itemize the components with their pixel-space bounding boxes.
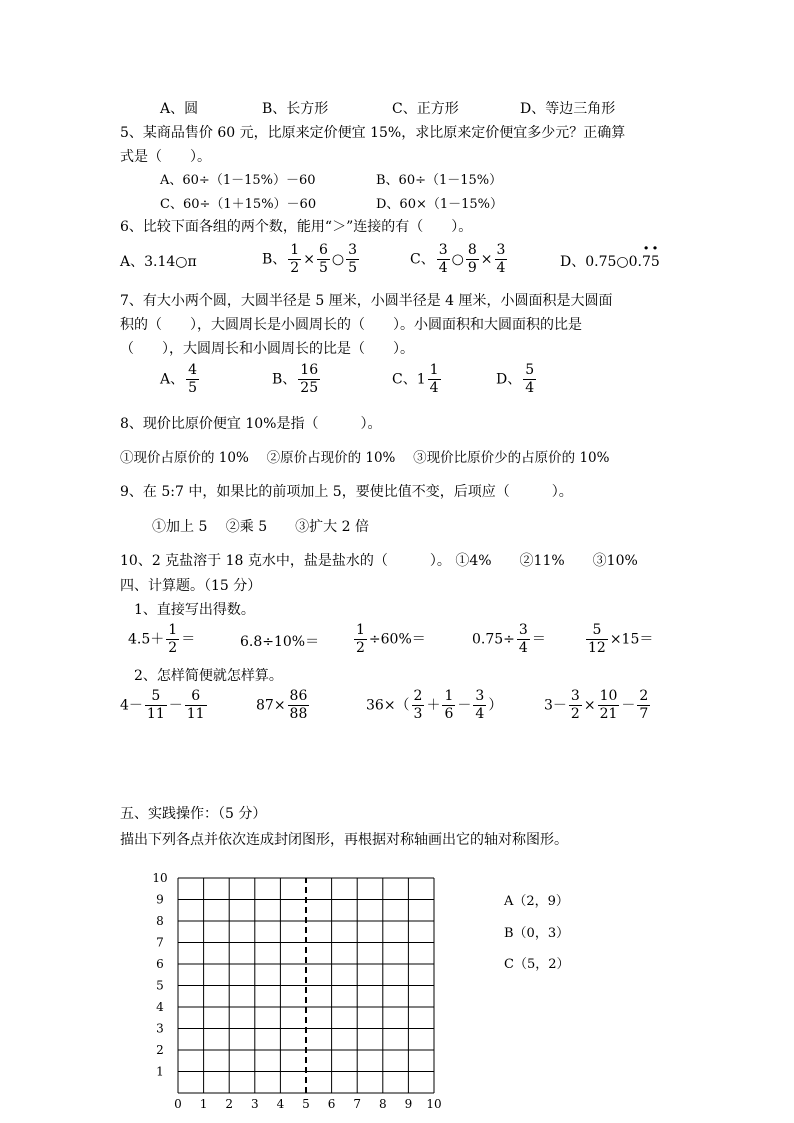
calc-expression-1: 4.5＋ $\frac{1}{2}$ ＝: [128, 622, 196, 656]
q4-option-b: B、长方形: [262, 101, 329, 117]
q5-option-d: D、60×（1－15%）: [376, 197, 504, 212]
q6-option-b: B、 $\frac{1}{2}$ × $\frac{6}{5}$ ○ $\frac{3}{5}$: [262, 242, 358, 276]
fraction: $\frac{1}{2}$: [356, 622, 365, 656]
q4-option-c: C、正方形: [392, 101, 459, 117]
q5-option-a: A、60÷（1－15%）－60: [160, 173, 316, 188]
fraction: $\frac{4}{5}$: [188, 362, 198, 396]
fraction: $\frac{3}{4}$: [438, 242, 448, 276]
q7-text-line2: 积的（ ），大圆周长是小圆周长的（ ）。小圆面积和大圆面积的比是: [120, 317, 582, 333]
q9-options: ①加上 5 ②乘 5 ③扩大 2 倍: [152, 519, 369, 535]
x-tick-label: 7: [353, 1097, 362, 1111]
q5-option-b: B、60÷（1－15%）: [376, 173, 503, 188]
x-tick-label: 8: [378, 1097, 387, 1111]
fraction: $\frac{3}{4}$: [475, 688, 485, 722]
fraction: $\frac{8}{9}$: [467, 242, 477, 276]
repeating-digit: · 7: [642, 252, 651, 272]
fraction: $\frac{1}{6}$: [444, 688, 454, 722]
x-tick-label: 4: [276, 1097, 285, 1111]
calc-expression-3: $\frac{1}{2}$ ÷60%＝: [356, 622, 426, 656]
fraction: $\frac{1}{2}$: [168, 622, 178, 656]
y-tick-label: 2: [156, 1043, 164, 1057]
q6-option-c: C、 $\frac{3}{4}$ ○ $\frac{8}{9}$ × $\frac{3}{4}$: [410, 242, 506, 276]
coordinate-grid-svg: [140, 868, 450, 1113]
y-tick-label: 6: [156, 957, 164, 971]
y-tick-label: 4: [156, 1000, 164, 1014]
x-tick-label: 2: [225, 1097, 234, 1111]
fraction: $\frac{5}{11}$: [146, 688, 165, 722]
x-tick-label: 10: [426, 1097, 442, 1111]
y-tick-label: 1: [156, 1064, 164, 1079]
q8-options: ①现价占原价的 10% ②原价占现价的 10% ③现价比原价少的占原价的 10%: [120, 450, 610, 466]
q9-text: 9、在 5:7 中，如果比的前项加上 5，要使比值不变，后项应（ ）。: [120, 484, 573, 500]
section4-sub2: 2、怎样简便就怎样算。: [134, 668, 283, 684]
fraction: $\frac{1}{2}$: [290, 242, 300, 276]
simplify-expression-3: 36×（ $\frac{2}{3}$ ＋ $\frac{1}{6}$ － $\frac{3}{4}$ ）: [366, 688, 503, 722]
x-tick-label: 1: [199, 1097, 208, 1111]
fraction: $\frac{2}{3}$: [413, 688, 423, 722]
q7-text-line3: （ ），大圆周长和小圆周长的比是（ ）。: [120, 341, 414, 357]
fraction: $\frac{2}{7}$: [639, 688, 649, 722]
q6-text: 6、比较下面各组的两个数，能用“＞”连接的有（ ）。: [120, 219, 473, 235]
coordinate-grid[interactable]: [140, 868, 450, 1113]
q4-option-a: A、圆: [160, 101, 199, 117]
q7-option-c: C、1 $\frac{1}{4}$: [392, 362, 439, 396]
fraction: $\frac{6}{11}$: [186, 688, 205, 722]
simplify-expression-1: 4－ $\frac{5}{11}$ － $\frac{6}{11}$: [120, 688, 205, 722]
x-tick-label: 9: [404, 1097, 413, 1111]
fraction: $\frac{5}{12}$: [588, 622, 606, 656]
fraction: $\frac{1}{4}$: [429, 362, 439, 396]
fraction: $\frac{3}{4}$: [518, 622, 528, 656]
point-a-label: A（2，9）: [504, 894, 569, 909]
x-tick-label: 6: [327, 1097, 336, 1111]
fraction: $\frac{3}{2}$: [570, 688, 580, 722]
fraction: $\frac{5}{4}$: [525, 362, 535, 396]
y-tick-label: 9: [156, 892, 164, 907]
repeating-digit: · 5: [651, 252, 660, 272]
q6-option-a: A、3.14○π: [120, 254, 197, 270]
point-c-label: C（5，2）: [504, 957, 570, 972]
calc-expression-2: 6.8÷10%＝: [240, 634, 320, 650]
q7-text-line1: 7、有大小两个圆，大圆半径是 5 厘米，小圆半径是 4 厘米，小圆面积是大圆面: [120, 293, 613, 309]
q10-text: 10、2 克盐溶于 18 克水中，盐是盐水的（ ）。 ①4% ②11% ③10%: [120, 553, 638, 569]
q5-option-c: C、60÷（1＋15%）－60: [160, 197, 317, 212]
q5-text-line1: 5、某商品售价 60 元，比原来定价便宜 15%，求比原来定价便宜多少元？正确算: [120, 125, 626, 141]
fraction: $\frac{3}{5}$: [348, 242, 358, 276]
fraction: $\frac{3}{4}$: [496, 242, 506, 276]
section4-sub1: 1、直接写出得数。: [134, 602, 255, 618]
point-b-label: B（0，3）: [504, 926, 570, 941]
fraction: $\frac{10}{21}$: [599, 688, 618, 722]
q4-option-d: D、等边三角形: [520, 101, 616, 117]
simplify-expression-2: 87× $\frac{86}{88}$: [256, 688, 308, 722]
q8-text: 8、现价比原价便宜 10%是指（ ）。: [120, 416, 382, 432]
x-tick-label: 5: [302, 1097, 310, 1111]
section4-title: 四、计算题。（15 分）: [120, 578, 262, 594]
y-tick-label: 8: [156, 914, 164, 928]
simplify-expression-4: 3－ $\frac{3}{2}$ × $\frac{10}{21}$ － $\frac{2}{7}$: [544, 688, 649, 722]
y-tick-label: 10: [152, 871, 168, 885]
y-tick-label: 3: [156, 1021, 164, 1036]
x-tick-label: 0: [174, 1097, 182, 1111]
x-tick-label: 3: [250, 1097, 259, 1111]
section5-title: 五、实践操作：（5 分）: [120, 806, 267, 822]
fraction: $\frac{16}{25}$: [300, 362, 319, 396]
q7-option-a: A、 $\frac{4}{5}$: [160, 362, 198, 396]
y-tick-label: 5: [156, 978, 164, 993]
q5-text-line2: 式是（ ）。: [120, 149, 211, 165]
q7-option-d: D、 $\frac{5}{4}$: [496, 362, 535, 396]
y-tick-label: 7: [156, 935, 164, 950]
fraction: $\frac{6}{5}$: [318, 242, 328, 276]
fraction: $\frac{86}{88}$: [289, 688, 308, 722]
q6-option-d: D、0.75○0.· 7· 5: [560, 252, 660, 272]
section5-instruction: 描出下列各点并依次连成封闭图形，再根据对称轴画出它的轴对称图形。: [120, 832, 568, 848]
q7-option-b: B、 $\frac{16}{25}$: [272, 362, 319, 396]
calc-expression-5: $\frac{5}{12}$ ×15＝: [588, 622, 654, 656]
calc-expression-4: 0.75÷ $\frac{3}{4}$ ＝: [472, 622, 546, 656]
